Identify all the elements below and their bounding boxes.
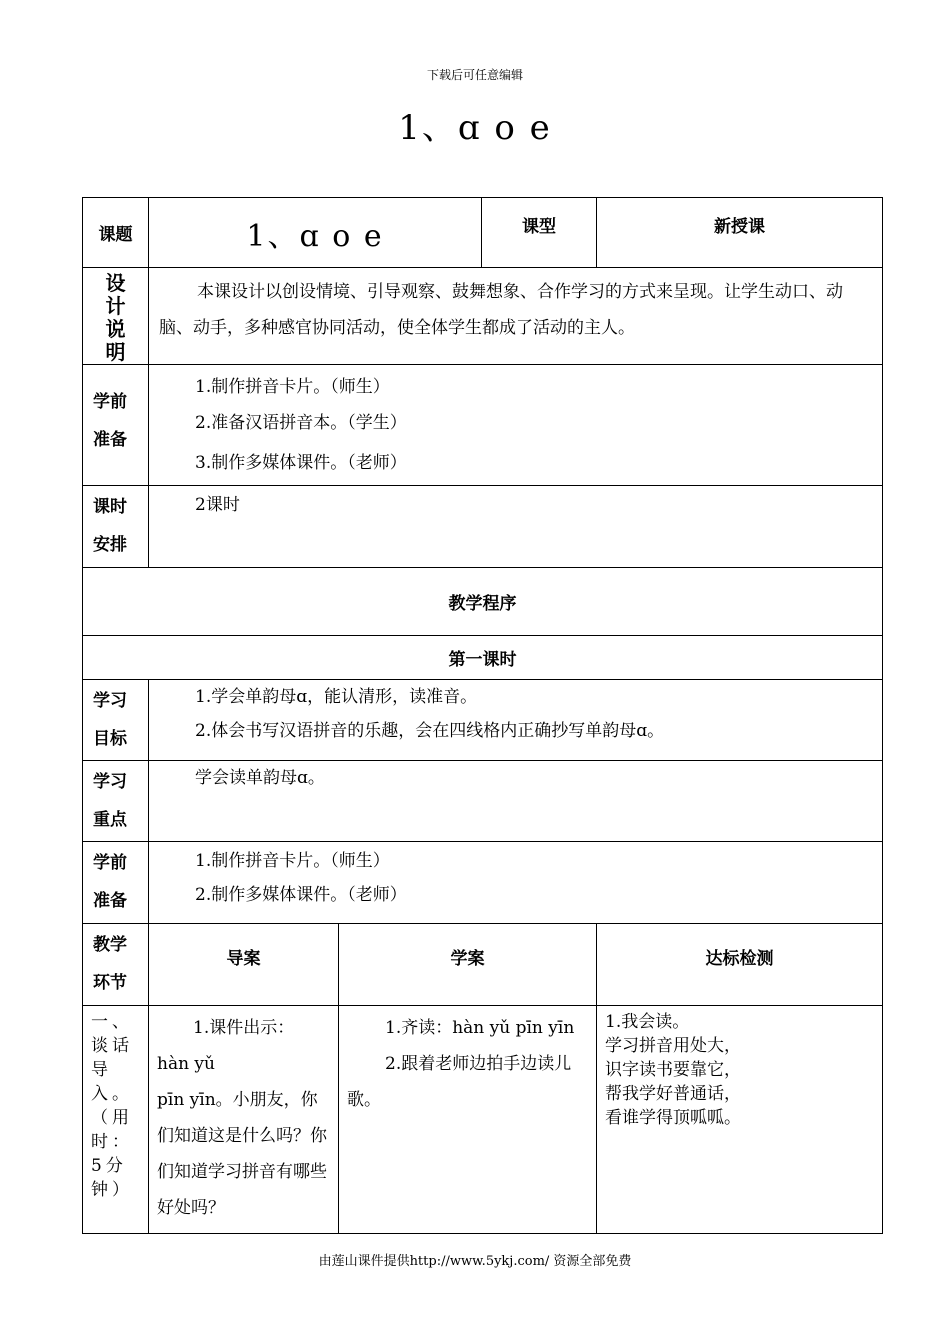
goal-item: 1.学会单韵母ɑ，能认清形，读准音。 bbox=[195, 687, 478, 707]
design-text: 本课设计以创设情境、引导观察、鼓舞想象、合作学习的方式来呈现。让学生动口、动脑、动手，多种感官协同活动，使全体学生都成了活动的主人。 bbox=[149, 268, 883, 365]
key-row bbox=[83, 761, 883, 842]
step-label-line1: 教学 bbox=[93, 935, 127, 955]
step-label-line2: 环节 bbox=[93, 973, 127, 993]
session-title: 第一课时 bbox=[83, 636, 883, 680]
stage1-guide-line: hàn yǔ bbox=[157, 1054, 215, 1074]
hours-value: 2课时 bbox=[195, 495, 240, 515]
step-header-row bbox=[83, 924, 883, 1006]
stage1-check-line: 学习拼音用处大， bbox=[605, 1036, 741, 1056]
prep2-label-line2: 准备 bbox=[93, 891, 127, 911]
prep-item: 2.准备汉语拼音本。（学生） bbox=[195, 413, 407, 433]
hours-label-line2: 安排 bbox=[93, 535, 127, 555]
document-title: 1、ɑ o e bbox=[398, 108, 552, 148]
prep2-row bbox=[83, 842, 883, 924]
hours-label-line1: 课时 bbox=[93, 497, 127, 517]
type-value: 新授课 bbox=[597, 198, 883, 268]
hours-row bbox=[83, 486, 883, 568]
prep-item: 3.制作多媒体课件。（老师） bbox=[195, 453, 407, 473]
footer-note: 由莲山课件提供http://www.5ykj.com/ 资源全部免费 bbox=[318, 1254, 632, 1269]
prep-label-line1: 学前 bbox=[93, 392, 127, 412]
topic-value: 1、ɑ o e bbox=[149, 198, 482, 268]
stage1-study-line: 1.齐读：hàn yǔ pīn yīn bbox=[385, 1018, 575, 1038]
prep2-label-line1: 学前 bbox=[93, 853, 127, 873]
procedure-title-row bbox=[83, 568, 883, 636]
goal-label-line1: 学习 bbox=[93, 691, 127, 711]
goal-item: 2.体会书写汉语拼音的乐趣，会在四线格内正确抄写单韵母ɑ。 bbox=[195, 721, 665, 741]
stage1-check-line: 看谁学得顶呱呱。 bbox=[605, 1108, 741, 1128]
header-note: 下载后可任意编辑 bbox=[426, 68, 523, 82]
goal-label-line2: 目标 bbox=[93, 729, 127, 749]
goal-row bbox=[83, 680, 883, 761]
stage1-guide-line: 1.课件出示： bbox=[193, 1018, 295, 1038]
topic-label: 课题 bbox=[83, 198, 149, 268]
key-label-line2: 重点 bbox=[93, 810, 127, 830]
stage1-guide-line: pīn yīn。小朋友，你们知道这是什么吗？你们知道学习拼音有哪些好处吗？ bbox=[157, 1090, 327, 1218]
stage1-check-line: 识字读书要靠它， bbox=[605, 1060, 741, 1080]
col-guide-header: 导案 bbox=[149, 924, 339, 1006]
stage1-check-line: 1.我会读。 bbox=[605, 1012, 690, 1032]
prep2-item: 1.制作拼音卡片。（师生） bbox=[195, 851, 390, 871]
stage1-row bbox=[83, 1006, 883, 1234]
topic-row bbox=[83, 198, 883, 268]
col-check-header: 达标检测 bbox=[597, 924, 883, 1006]
prep-row bbox=[83, 365, 883, 486]
design-label: 设计说明 bbox=[105, 271, 126, 364]
prep2-item: 2.制作多媒体课件。（老师） bbox=[195, 885, 407, 905]
type-label: 课型 bbox=[482, 198, 597, 268]
prep-item: 1.制作拼音卡片。（师生） bbox=[195, 377, 390, 397]
lesson-plan-table bbox=[82, 197, 883, 1234]
stage1-study-line: 2.跟着老师边拍手边读儿歌。 bbox=[347, 1054, 572, 1110]
col-study-header: 学案 bbox=[339, 924, 597, 1006]
procedure-title: 教学程序 bbox=[83, 568, 883, 636]
prep-label-line2: 准备 bbox=[93, 430, 127, 450]
session-title-row bbox=[83, 636, 883, 680]
stage1-label: 一、谈话导入。（用时：5分钟） bbox=[83, 1006, 149, 1234]
stage1-check-line: 帮我学好普通话， bbox=[605, 1084, 741, 1104]
key-value: 学会读单韵母ɑ。 bbox=[195, 768, 325, 788]
key-label-line1: 学习 bbox=[93, 772, 127, 792]
design-row bbox=[83, 268, 883, 365]
